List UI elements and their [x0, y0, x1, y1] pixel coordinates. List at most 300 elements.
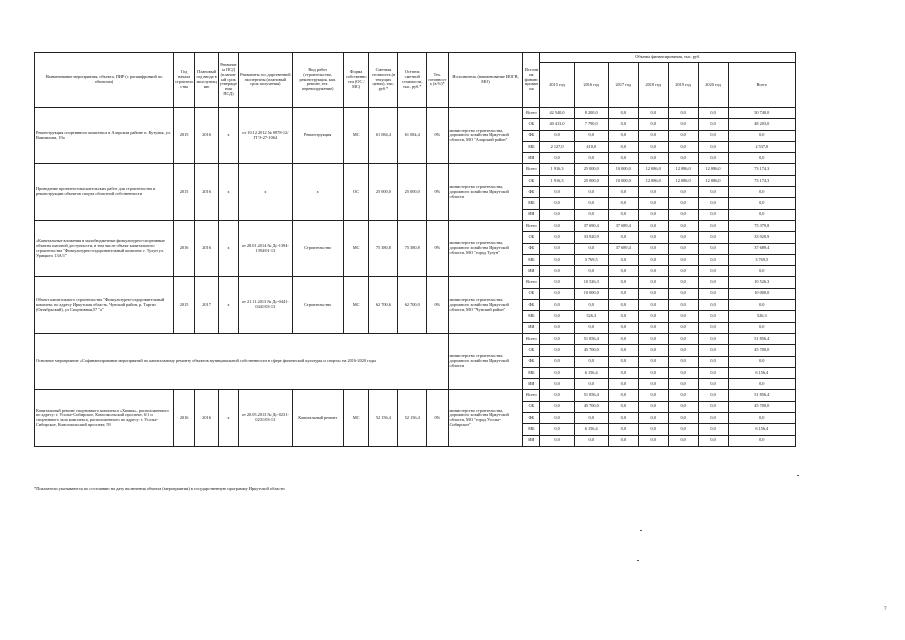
- total-value: 50 740,0: [728, 108, 795, 119]
- year-value: 0,0: [638, 232, 668, 243]
- year-value: 0,0: [608, 254, 638, 265]
- psd-reqs: x: [218, 220, 238, 276]
- year-value: 0,0: [668, 141, 698, 152]
- year-value: 37 690,4: [574, 220, 608, 231]
- year-value: 0,0: [540, 345, 574, 356]
- year-value: 0,0: [638, 141, 668, 152]
- scan-mark: [640, 530, 642, 531]
- readiness: 0%: [427, 108, 448, 164]
- year-value: 0,0: [668, 356, 698, 367]
- readiness: 0%: [427, 164, 448, 220]
- work-type: x: [292, 164, 343, 220]
- year-value: 0,0: [574, 187, 608, 198]
- total-value: 51 856,4: [728, 390, 795, 401]
- source-label: Всего: [523, 220, 540, 231]
- source-label: Всего: [523, 390, 540, 401]
- total-value: 75 379,8: [728, 220, 795, 231]
- header-year: 2020 год: [698, 63, 728, 108]
- commission-year: 2016: [195, 108, 219, 164]
- work-type: Строительство: [292, 277, 343, 333]
- year-value: 0,0: [574, 435, 608, 446]
- year-value: 0,0: [668, 424, 698, 435]
- executor: министерство строительства, дорожного хозяйства Иркутской области, МО "город Тулун": [448, 220, 523, 276]
- year-value: 0,0: [574, 322, 608, 333]
- estimate-cost: 61 084,4: [369, 108, 398, 164]
- total-value: 0,0: [728, 300, 795, 311]
- ownership: МС: [343, 390, 369, 446]
- year-value: 0,0: [698, 198, 728, 209]
- year-value: 0,0: [574, 379, 608, 390]
- year-value: 0,0: [638, 220, 668, 231]
- remaining-cost: 75 380,8: [398, 220, 427, 276]
- year-value: 0,0: [698, 220, 728, 231]
- header-name: Наименование мероприятия, объекта, ПИР (с расшифровкой по объектам): [35, 53, 174, 108]
- year-value: 42 540,0: [540, 108, 574, 119]
- year-value: 0,0: [668, 209, 698, 220]
- year-value: 0,0: [608, 379, 638, 390]
- year-value: 2 127,0: [540, 141, 574, 152]
- source-label: Всего: [523, 277, 540, 288]
- year-value: 0,0: [668, 435, 698, 446]
- source-label: Всего: [523, 164, 540, 175]
- year-value: 0,0: [668, 198, 698, 209]
- header-ownership: Форма собственности (ОС / МС): [343, 53, 369, 108]
- year-value: 0,0: [638, 277, 668, 288]
- estimate-cost: 25 000,0: [369, 164, 398, 220]
- year-value: 0,0: [608, 153, 638, 164]
- commission-year: 2017: [195, 277, 219, 333]
- year-value: 0,0: [698, 209, 728, 220]
- table-body: [35, 108, 796, 447]
- year-value: 0,0: [638, 209, 668, 220]
- year-value: 0,0: [698, 119, 728, 130]
- year-value: 3 769,5: [574, 254, 608, 265]
- year-value: 0,0: [608, 209, 638, 220]
- year-value: 37 689,4: [608, 243, 638, 254]
- page-number: 7: [884, 607, 887, 612]
- year-value: 0,0: [574, 413, 608, 424]
- total-value: 48 203,0: [728, 119, 795, 130]
- year-value: 0,0: [608, 401, 638, 412]
- ownership: ОС: [343, 164, 369, 220]
- total-value: 526,3: [728, 311, 795, 322]
- year-value: 0,0: [668, 311, 698, 322]
- year-value: 0,0: [698, 322, 728, 333]
- year-value: 45 700,0: [574, 345, 608, 356]
- year-value: 0,0: [608, 108, 638, 119]
- total-value: 0,0: [728, 435, 795, 446]
- source-label: ОБ: [523, 175, 540, 186]
- year-value: 0,0: [638, 333, 668, 344]
- source-label: ИИ: [523, 435, 540, 446]
- year-value: 0,0: [574, 266, 608, 277]
- year-value: 0,0: [698, 424, 728, 435]
- year-value: 1 916,3: [540, 164, 574, 175]
- total-value: 0,0: [728, 198, 795, 209]
- year-value: 0,0: [698, 367, 728, 378]
- year-value: 12 086,0: [668, 175, 698, 186]
- header-expertise: Реквизиты гос.дарственной экспертизы (плановый срок получения): [239, 53, 292, 108]
- year-value: 0,0: [698, 232, 728, 243]
- total-value: 0,0: [728, 413, 795, 424]
- psd-reqs: x: [218, 164, 238, 220]
- object-name: Капитальный ремонт спортивного комплекса «Химик», расположенного по адресу: г. Усолье-Сибирское, Комсомольский проспект, 6/1 и спортивного зала комплекса, расположенного по адресу: г. Усолье-Сибирское, Комсомольский проспект, 59: [35, 390, 174, 446]
- year-value: 0,0: [698, 277, 728, 288]
- year-value: 0,0: [668, 333, 698, 344]
- year-value: 0,0: [668, 390, 698, 401]
- year-value: 25 000,0: [574, 175, 608, 186]
- year-value: 0,0: [698, 130, 728, 141]
- year-value: 0,0: [540, 300, 574, 311]
- source-label: ФБ: [523, 243, 540, 254]
- year-value: 0,0: [698, 266, 728, 277]
- estimate-cost: 62 700,6: [369, 277, 398, 333]
- source-label: МБ: [523, 367, 540, 378]
- year-value: 0,0: [608, 413, 638, 424]
- year-value: 0,0: [574, 243, 608, 254]
- year-value: 0,0: [638, 322, 668, 333]
- year-value: 410,0: [574, 141, 608, 152]
- year-value: 0,0: [638, 288, 668, 299]
- header-executor: Исполнитель (наименование ИОГВ, МО): [448, 53, 523, 108]
- year-value: 0,0: [638, 311, 668, 322]
- ownership: МС: [343, 277, 369, 333]
- year-value: 0,0: [540, 367, 574, 378]
- year-value: 0,0: [540, 243, 574, 254]
- object-name: Проведение проектно-изыскательских работ для строительства и реконструкции объектов спорта областной собственности: [35, 164, 174, 220]
- year-value: 0,0: [668, 254, 698, 265]
- total-value: 10 526,3: [728, 277, 795, 288]
- source-label: ОБ: [523, 119, 540, 130]
- year-value: 6 156,4: [574, 424, 608, 435]
- total-value: 2 537,0: [728, 141, 795, 152]
- year-value: 0,0: [668, 153, 698, 164]
- year-value: 25 000,0: [574, 164, 608, 175]
- commission-year: 2016: [195, 390, 219, 446]
- year-value: 12 086,0: [698, 175, 728, 186]
- year-value: 0,0: [608, 300, 638, 311]
- total-value: 0,0: [728, 187, 795, 198]
- object-name: «Капитальные вложения в малобюджетные физкультурно-спортивные объекты шаговой доступности, в том числе объект капитального строительства "Физкультурно-оздоровительный комплекс г. Тулун ул. Урицкого 13А/1": [35, 220, 174, 276]
- year-value: 0,0: [608, 333, 638, 344]
- object-name: Объект капитального строительства "Физкультурно-оздоровительный комплекс по адресу Иркутская область, Чунский район, р. Таргиз (Октябрьский), ул Спортивная,57 "а": [35, 277, 174, 333]
- start-year: 2015: [173, 108, 194, 164]
- year-value: 0,0: [540, 322, 574, 333]
- footnote: *Показатели указываются по состоянию на дату включения объекта (мероприятия) в государственную программу Иркутской области: [34, 486, 285, 491]
- header-year: 2019 год: [668, 63, 698, 108]
- year-value: 0,0: [668, 266, 698, 277]
- year-value: 0,0: [668, 345, 698, 356]
- header-psd: Реквизиты ПСД (планов-ый срок утверждения ПСД): [218, 53, 238, 108]
- year-value: 0,0: [540, 266, 574, 277]
- total-value: 6 156,4: [728, 367, 795, 378]
- year-value: 0,0: [638, 266, 668, 277]
- year-value: 0,0: [638, 401, 668, 412]
- table-row: [35, 333, 796, 344]
- year-value: 0,0: [574, 300, 608, 311]
- year-value: 0,0: [574, 209, 608, 220]
- psd-reqs: x: [218, 390, 238, 446]
- year-value: 40 413,0: [540, 119, 574, 130]
- year-value: 0,0: [540, 198, 574, 209]
- source-label: ОБ: [523, 232, 540, 243]
- year-value: 0,0: [608, 277, 638, 288]
- readiness: 0%: [427, 220, 448, 276]
- year-value: 0,0: [638, 187, 668, 198]
- year-value: 0,0: [608, 435, 638, 446]
- remaining-cost: 25 000,0: [398, 164, 427, 220]
- year-value: 0,0: [698, 300, 728, 311]
- year-value: 0,0: [698, 356, 728, 367]
- work-type: Реконструкция: [292, 108, 343, 164]
- year-value: 0,0: [698, 288, 728, 299]
- object-name: Реконструкция спортивного комплекса в Аларском районе п. Кутулик, ул. Вампилова, 19а: [35, 108, 174, 164]
- total-value: 73 174,3: [728, 164, 795, 175]
- work-type: Строительство: [292, 220, 343, 276]
- remaining-cost: 61 084,4: [398, 108, 427, 164]
- source-label: ФБ: [523, 300, 540, 311]
- start-year: 2016: [173, 390, 194, 446]
- year-value: 0,0: [668, 379, 698, 390]
- year-value: 0,0: [668, 322, 698, 333]
- year-value: 0,0: [698, 243, 728, 254]
- year-value: 0,0: [540, 254, 574, 265]
- readiness: 0%: [427, 390, 448, 446]
- year-value: 10 526,3: [574, 277, 608, 288]
- year-value: 45 700,0: [574, 401, 608, 412]
- total-value: 0,0: [728, 356, 795, 367]
- source-label: ОБ: [523, 401, 540, 412]
- start-year: 2015: [173, 277, 194, 333]
- year-value: 0,0: [608, 288, 638, 299]
- year-value: 0,0: [540, 413, 574, 424]
- source-label: ФБ: [523, 356, 540, 367]
- year-value: 0,0: [540, 424, 574, 435]
- source-label: ИИ: [523, 153, 540, 164]
- header-year: 2018 год: [638, 63, 668, 108]
- year-value: 0,0: [540, 209, 574, 220]
- main-event-name: Основное мероприятие «Софинансирование мероприятий по капитальному ремонту объектов муниципальной собственности в сфере физической культуры и спорта» на 2016-2020 годы: [35, 333, 449, 389]
- year-value: 0,0: [668, 108, 698, 119]
- year-value: 0,0: [608, 311, 638, 322]
- year-value: 0,0: [540, 153, 574, 164]
- year-value: 0,0: [540, 288, 574, 299]
- year-value: 0,0: [638, 413, 668, 424]
- source-label: ФБ: [523, 413, 540, 424]
- year-value: 0,0: [698, 345, 728, 356]
- year-value: 0,0: [668, 288, 698, 299]
- table-row: [35, 108, 796, 119]
- source-label: ОБ: [523, 288, 540, 299]
- year-value: 0,0: [608, 130, 638, 141]
- year-value: 0,0: [608, 266, 638, 277]
- total-value: 37 689,4: [728, 243, 795, 254]
- year-value: 0,0: [668, 130, 698, 141]
- psd-reqs: x: [218, 108, 238, 164]
- year-value: 0,0: [638, 424, 668, 435]
- header-financing: Объемы финансирования, тыс. руб.: [540, 53, 796, 63]
- year-value: 51 856,4: [574, 390, 608, 401]
- year-value: 10 000,0: [608, 164, 638, 175]
- year-value: 0,0: [668, 187, 698, 198]
- year-value: 0,0: [638, 390, 668, 401]
- year-value: 0,0: [668, 243, 698, 254]
- ownership: МС: [343, 220, 369, 276]
- year-value: 0,0: [608, 141, 638, 152]
- year-value: 0,0: [540, 379, 574, 390]
- year-value: 0,0: [608, 390, 638, 401]
- year-value: 7 790,0: [574, 119, 608, 130]
- year-value: 0,0: [540, 356, 574, 367]
- executor: министерство строительства, дорожного хозяйства Иркутской области, МО "город Усолье-Сибирское": [448, 390, 523, 446]
- year-value: 0,0: [574, 153, 608, 164]
- year-value: 0,0: [540, 401, 574, 412]
- expertise-reqs: x: [239, 164, 292, 220]
- scan-mark: [797, 475, 799, 476]
- table-row: [35, 220, 796, 231]
- expertise-reqs: от 10.12.2012 № 0878-12/ГГЭ-27-1064: [239, 108, 292, 164]
- year-value: 0,0: [698, 413, 728, 424]
- expertise-reqs: от 20.05.2013 № Дс-0231-0231/03-13: [239, 390, 292, 446]
- remaining-cost: 52 156,4: [398, 390, 427, 446]
- year-value: 0,0: [540, 277, 574, 288]
- expertise-reqs: от 28.01.2014 № Дс-1394-1394/01-13: [239, 220, 292, 276]
- year-value: 0,0: [668, 232, 698, 243]
- header-source: Источник финансирования: [523, 53, 540, 108]
- year-value: 37 689,4: [608, 220, 638, 231]
- total-value: 45 700,0: [728, 401, 795, 412]
- year-value: 0,0: [608, 119, 638, 130]
- year-value: 526,3: [574, 311, 608, 322]
- year-value: 10 000,0: [608, 175, 638, 186]
- total-value: 3 769,5: [728, 254, 795, 265]
- year-value: 0,0: [608, 187, 638, 198]
- executor: министерство строительства, дорожного хозяйства Иркутской области: [448, 333, 523, 389]
- total-value: 0,0: [728, 322, 795, 333]
- year-value: 8 200,0: [574, 108, 608, 119]
- year-value: 0,0: [638, 367, 668, 378]
- header-commission-year: Плановый год ввода в эксплуатацию: [195, 53, 219, 108]
- header-year: 2016 год: [574, 63, 608, 108]
- estimate-cost: 75 380,8: [369, 220, 398, 276]
- header-remaining: Остаток сметной стоимости, тыс. руб.*: [398, 53, 427, 108]
- psd-reqs: x: [218, 277, 238, 333]
- year-value: 0,0: [668, 119, 698, 130]
- header-start-year: Год начала строительства: [173, 53, 194, 108]
- commission-year: 2016: [195, 220, 219, 276]
- header-total: Всего: [728, 63, 795, 108]
- source-label: ИИ: [523, 209, 540, 220]
- header-estimate: Сметная стоимость (в текущих ценах), тыс. руб.*: [369, 53, 398, 108]
- year-value: 0,0: [668, 413, 698, 424]
- total-value: 51 856,4: [728, 333, 795, 344]
- total-value: 0,0: [728, 153, 795, 164]
- total-value: 73 174,3: [728, 175, 795, 186]
- year-value: 0,0: [698, 187, 728, 198]
- year-value: 0,0: [698, 435, 728, 446]
- year-value: 0,0: [638, 108, 668, 119]
- year-value: 0,0: [698, 311, 728, 322]
- year-value: 0,0: [540, 130, 574, 141]
- total-value: 6 156,4: [728, 424, 795, 435]
- table-row: [35, 277, 796, 288]
- year-value: 0,0: [638, 345, 668, 356]
- total-value: 33 920,9: [728, 232, 795, 243]
- table-header-row: [35, 53, 796, 63]
- start-year: 2015: [173, 164, 194, 220]
- year-value: 0,0: [540, 220, 574, 231]
- header-work-type: Вид работ (строительство, реконструкция, кап. ремонт, тех. перевооружение): [292, 53, 343, 108]
- source-label: Всего: [523, 333, 540, 344]
- year-value: 0,0: [698, 401, 728, 412]
- year-value: 0,0: [638, 243, 668, 254]
- year-value: 0,0: [608, 198, 638, 209]
- year-value: 0,0: [668, 401, 698, 412]
- year-value: 0,0: [638, 198, 668, 209]
- source-label: ФБ: [523, 130, 540, 141]
- financing-table: [34, 52, 796, 447]
- source-label: ИИ: [523, 266, 540, 277]
- year-value: 0,0: [638, 153, 668, 164]
- year-value: 0,0: [540, 435, 574, 446]
- header-readiness: Тех. готовность (в %)*: [427, 53, 448, 108]
- year-value: 12 086,0: [698, 164, 728, 175]
- year-value: 0,0: [608, 232, 638, 243]
- source-label: ФБ: [523, 187, 540, 198]
- year-value: 0,0: [698, 379, 728, 390]
- executor: министерство строительства, дорожного хозяйства Иркутской области: [448, 164, 523, 220]
- work-type: Капитальный ремонт: [292, 390, 343, 446]
- year-value: 0,0: [540, 187, 574, 198]
- year-value: 51 856,4: [574, 333, 608, 344]
- year-value: 0,0: [574, 130, 608, 141]
- year-value: 0,0: [638, 130, 668, 141]
- year-value: 0,0: [540, 232, 574, 243]
- header-year: 2017 год: [608, 63, 638, 108]
- year-value: 0,0: [668, 277, 698, 288]
- year-value: 0,0: [540, 390, 574, 401]
- scan-mark: [637, 560, 639, 561]
- executor: министерство строительства, дорожного хозяйства Иркутской области, МО "Аларский район": [448, 108, 523, 164]
- total-value: 0,0: [728, 130, 795, 141]
- year-value: 33 920,9: [574, 232, 608, 243]
- year-value: 0,0: [638, 119, 668, 130]
- year-value: 12 086,0: [668, 164, 698, 175]
- ownership: МС: [343, 108, 369, 164]
- year-value: 0,0: [668, 220, 698, 231]
- year-value: 0,0: [638, 356, 668, 367]
- total-value: 0,0: [728, 379, 795, 390]
- year-value: 6 156,4: [574, 367, 608, 378]
- source-label: Всего: [523, 108, 540, 119]
- start-year: 2016: [173, 220, 194, 276]
- table-row: [35, 390, 796, 401]
- year-value: 0,0: [608, 424, 638, 435]
- year-value: 0,0: [698, 390, 728, 401]
- estimate-cost: 52 156,4: [369, 390, 398, 446]
- year-value: 0,0: [608, 345, 638, 356]
- source-label: МБ: [523, 311, 540, 322]
- year-value: 0,0: [540, 333, 574, 344]
- year-value: 0,0: [638, 254, 668, 265]
- source-label: ИИ: [523, 379, 540, 390]
- year-value: 0,0: [668, 300, 698, 311]
- executor: министерство строительства, дорожного хозяйства Иркутской области, МО "Чунский район": [448, 277, 523, 333]
- year-value: 0,0: [638, 435, 668, 446]
- year-value: 0,0: [638, 379, 668, 390]
- year-value: 10 000,0: [574, 288, 608, 299]
- year-value: 0,0: [698, 108, 728, 119]
